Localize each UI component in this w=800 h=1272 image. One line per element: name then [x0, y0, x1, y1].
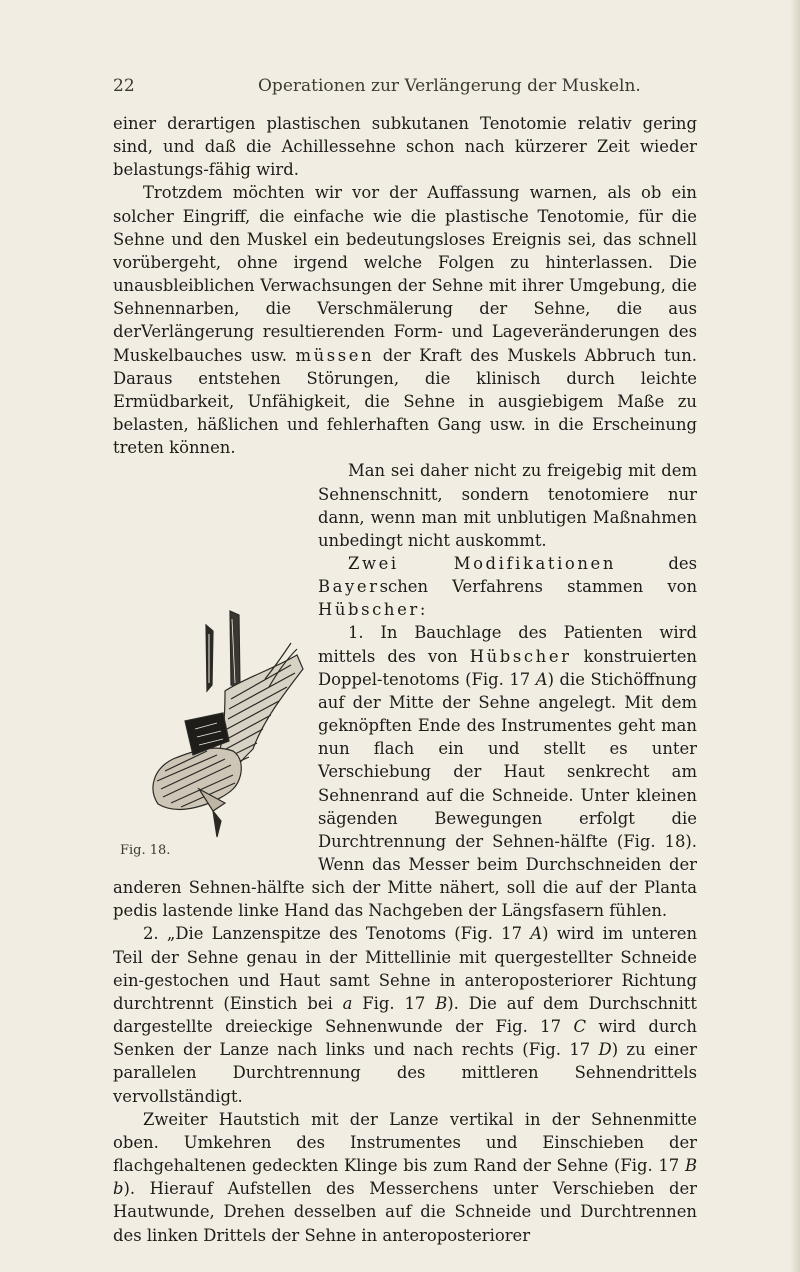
page-header [113, 76, 673, 104]
figure-18 [113, 459, 318, 861]
paragraph-4-part-b: schen Verfahrens stammen von [379, 577, 697, 597]
figure-ref-D: D [598, 1040, 612, 1060]
paragraph-7 [113, 1108, 697, 1247]
paragraph-2-part-a: Trotzdem möchten wir vor der Auffassung warnen, als ob ein solcher Eingriff, die einfache wie die plastische Tenotomie, für die Sehne und den Muskel ein bedeutungsloses Ereignis sei, das schnell vorübergeht, ohne irgend welche Folgen zu hinterlassen. Die unausbleiblichen Verwachsungen der Sehne mit ihrer Umgebung, die Sehnennarben, die Verschmälerung der Sehne, die aus derVerlängerung resultierenden Form- und Lageveränderungen des Muskelbauches usw. [113, 183, 697, 365]
figure-ref-C: C [573, 1017, 586, 1037]
figure-ref-B: B [435, 993, 448, 1013]
figure-caption: Fig. 18. [120, 843, 171, 859]
paragraph-5-part-c: ) die Stichöffnung auf der Mitte der Sehne angelegt. Mit dem geknöpften Ende des Instrumentes geht man nun flach ein und stellt es unter Verschiebung der Haut senkrecht am Sehnenrand auf die Schneide. Unter kleinen sägenden Bewegungen erfolgt die Durchtrennung der Sehnen-hälfte (Fig. 18). Wenn das Messer beim Durchschneiden der anderen Sehnen-hälfte sich der Mitte nähert, soll die auf der Planta pedis lastende linke Hand das Nachgeben der Längsfasern fühlen. [113, 669, 697, 921]
emphasis-huebscher: Hübscher [318, 600, 420, 620]
paragraph-2 [113, 181, 697, 459]
page-number: 22 [113, 76, 135, 96]
blade-tip [213, 811, 221, 837]
paragraph-1: einer derartigen plastischen subkutanen Tenotomie relativ gering sind, und daß die Achillessehne schon nach kürzerer Zeit wieder belastungs-fähig wird. [113, 114, 697, 180]
paragraph-6-part-e: wird durch Senken der Lanze nach links und nach rechts (Fig. 17 [113, 1017, 697, 1060]
figure-ref-a: a [342, 993, 353, 1013]
paragraph-6-part-d: ). Die auf dem Durchschnitt dargestellte dreieckige Sehnenwunde der Fig. 17 [113, 993, 697, 1037]
emphasis-zwei-modifikationen: Zwei Modifikationen [348, 553, 617, 573]
emphasis-huebscher-2: Hübscher [469, 646, 572, 666]
paragraph-6-part-b: ) wird im unteren Teil der Sehne genau in der Mittellinie mit quergestellter Schneide ein-gestochen und Haut samt Sehne in anteroposteriorer Richtung durchtrennt (Einstich bei [113, 924, 697, 1013]
figure-ref-A-2: A [530, 924, 543, 944]
paragraph-7-part-b: ). Hierauf Aufstellen des Messerchens unter Verschieben der Hautwunde, Drehen desselben auf die Schneide und Durchtrennen des linken Drittels der Sehne in anteroposteriorer [113, 1179, 697, 1245]
paragraph-6-part-c: Fig. 17 [362, 993, 426, 1013]
body-text [113, 112, 697, 1247]
figure-ref-A: A [535, 669, 548, 689]
page-edge-shadow [790, 0, 800, 1272]
paragraph-4-des: des [668, 553, 697, 573]
figure-ref-Bb: B b [113, 1156, 698, 1199]
emphasis-bayer: Bayer [318, 577, 380, 597]
paragraph-6-part-f: ) zu einer parallelen Durchtrennung des mittleren Sehnendrittels vervollständigt. [113, 1040, 697, 1106]
tendon-illustration [113, 459, 318, 861]
paragraph-4-end: : [419, 600, 426, 620]
paragraph-2-part-b: der Kraft des Muskels Abbruch tun. Daraus entstehen Störungen, die klinisch durch leichte Ermüdbarkeit, Unfähigkeit, die Sehne in ausgiebigem Maße zu belasten, häßlichen und fehlerhaften Gang usw. in die Erscheinung treten können. [113, 345, 697, 458]
paragraph-6 [113, 922, 697, 1107]
paragraph-3: Man sei daher nicht zu freigebig mit dem Sehnenschnitt, sondern tenotomiere nur dann, wenn man mit unblutigen Maßnahmen unbedingt nicht auskommt. [318, 461, 697, 550]
foot-hatching [153, 748, 241, 809]
running-title: Operationen zur Verlängerung der Muskeln. [258, 76, 641, 96]
paragraph-6-part-a: 2. „Die Lanzenspitze des Tenotoms (Fig. 17 [143, 924, 523, 944]
paragraph-5-part-b: konstruierten Doppel-tenotoms (Fig. 17 [318, 646, 697, 689]
emphasis-muessen: müssen [295, 345, 375, 365]
paragraph-7-part-a: Zweiter Hautstich mit der Lanze vertikal in der Sehnenmitte oben. Umkehren des Instrumentes und Einschieben der flachgehaltenen gedeckten Klinge bis zum Rand der Sehne (Fig. 17 [113, 1109, 697, 1176]
paragraph-5-part-a: 1. In Bauchlage des Patienten wird mittels des von [318, 623, 697, 666]
